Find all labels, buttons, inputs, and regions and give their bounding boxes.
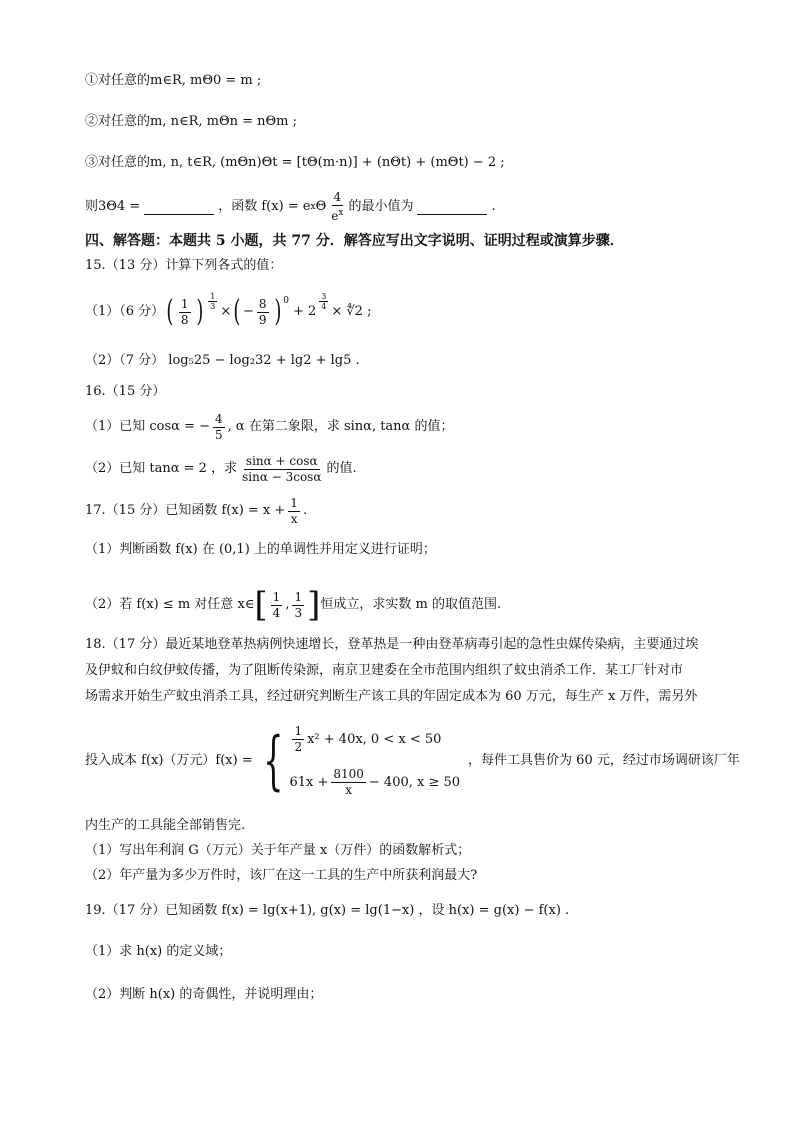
rule-3: ③对任意的m, n, t∈R, (mΘn)Θt = [tΘ(m·n)] + (nΘt) + (mΘt) − 2 ; [85,155,505,170]
q18-piecewise-line: 投入成本 f(x)（万元）f(x) = { $\frac{1}{2}$ x² + 40x, 0 < x < 50 61x + $\frac{8100}{x}$ − 400, x ≥ 50 ，每件工具售价为 60 元，经过市场调研该厂年 [85,724,740,798]
q16-header: 16.（15 分） [85,384,166,399]
piecewise-case-2: 61x + $\frac{8100}{x}$ − 400, x ≥ 50 [289,767,461,797]
q19-part2: （2）判断 h(x) 的奇偶性，并说明理由； [85,987,323,1002]
q17-part2: （2）若 f(x) ≤ m 对任意 x∈ [ $\frac{1}{4}$ , $\frac{1}{3}$ ] 恒成立，求实数 m 的取值范围. [85,585,502,625]
q19-part1: （1）求 h(x) 的定义域； [85,944,232,959]
rule-2: ②对任意的m, n∈R, mΘn = nΘm ; [85,114,298,129]
q17-part1: （1）判断函数 f(x) 在 (0,1) 上的单调性并用定义进行证明； [85,542,436,557]
exponent-one-third: $\frac{1}{3}$ [210,292,216,311]
q18-line5: 内生产的工具能全部销售完. [85,818,246,833]
q18-line1: 18.（17 分）最近某地登革热病例快速增长，登革热是一种由登革病毒引起的急性虫媒传染病，主要通过埃 [85,637,699,652]
q18-line2: 及伊蚊和白纹伊蚊传播，为了阻断传染源，南京卫建委在全市范围内组织了蚊虫消杀工作．某工厂针对市 [85,663,684,678]
q16-part2: （2）已知 tanα = 2 ，求 $\frac{\sin\alpha + \cos\alpha}{\sin\alpha - 3\cos\alpha}$ 的值. [85,453,357,484]
q17-header: 17.（15 分）已知函数 f(x) = x + $\frac{1}{x}$ . [85,495,308,526]
q18-line3: 场需求开始生产蚊虫消杀工具，经过研究判断生产该工具的年固定成本为 60 万元，每生产 x 万件，需另外 [85,689,698,704]
q19-header: 19.（17 分）已知函数 f(x) = lg(x+1), g(x) = lg(1−x) ，设 h(x) = g(x) − f(x) . [85,903,570,918]
rule-1: ①对任意的m∈R, mΘ0 = m ; [85,73,262,88]
q15-part2: （2）（7 分） log₅25 − log₂32 + lg2 + lg5 . [85,353,360,368]
q18-part1: （1）写出年利润 G（万元）关于年产量 x（万件）的函数解析式； [85,843,471,858]
q18-part2: （2）年产量为多少万件时，该厂在这一工具的生产中所获利润最大? [85,868,478,883]
answer-blank-1[interactable] [144,200,214,215]
piecewise-cases [289,724,460,798]
q15-header: 15.（13 分）计算下列各式的值： [85,258,283,273]
section-heading: 四、解答题：本题共 5 小题，共 77 分．解答应写出文字说明、证明过程或演算步骤． [85,233,624,249]
fill-in-line: 则3Θ4 = ，函数 f(x) = e x Θ $\frac{4}{e^x}$ 的最小值为 . [85,190,496,223]
fraction-4-over-ex: $\frac{4}{e^x}$ [331,190,344,223]
piecewise-case-1: $\frac{1}{2}$ x² + 40x, 0 < x < 50 [294,724,442,754]
q16-part1: （1）已知 cosα = − $\frac{4}{5}$ , α 在第二象限，求 sinα, tanα 的值； [85,411,454,442]
answer-blank-2[interactable] [417,200,487,215]
q15-part1: （1）（6 分） ( $\frac{1}{8}$ ) $\frac{1}{3}$ × ( − $\frac{8}{9}$ ) $^0$ + 2 $\frac{3}{4}$ × ∜2 ; [85,292,372,329]
exponent-three-quarters: $\frac{3}{4}$ [321,292,327,311]
